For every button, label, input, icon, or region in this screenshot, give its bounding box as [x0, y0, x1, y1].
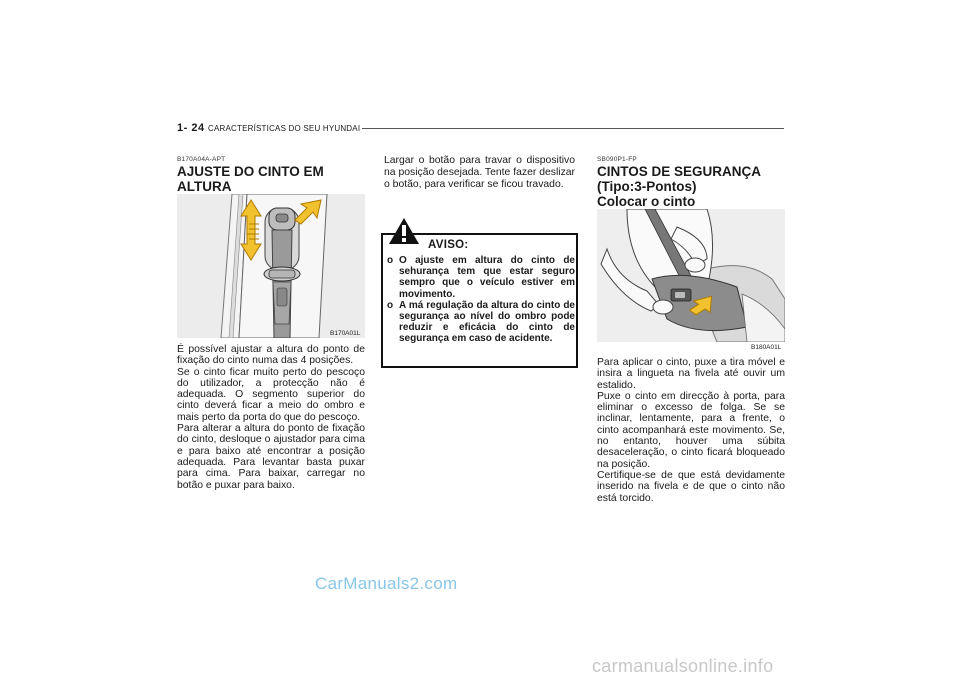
warning-list — [387, 255, 575, 345]
seatbelt-buckle-illustration — [597, 209, 785, 342]
warning-title: AVISO: — [428, 239, 469, 251]
section-title: CARACTERÍSTICAS DO SEU HYUNDAI — [208, 124, 361, 133]
seatbelt-height-illustration — [177, 194, 365, 338]
warning-bullet: o — [387, 255, 394, 266]
right-heading-line2: (Tipo:3-Pontos) — [597, 179, 697, 194]
warning-item-1-text: O ajuste em altura do cinto de sehurança tem que estar seguro sempro que o veículo estiver em movimento. — [399, 255, 575, 300]
warning-bullet: o — [387, 299, 394, 311]
page-number: 1- 24 — [177, 122, 205, 134]
right-paragraph-1: Para aplicar o cinto, puxe a tira móvel e insira a lingueta na fivela até ouvir um estalido. — [597, 357, 785, 391]
watermark-carmanualsonline[interactable]: carmanualsonline.info — [592, 656, 774, 676]
warning-item-2-text: A má regulação da altura do cinto de segurança ao nível do ombro pode reduzir e eficácia do cinto de segurança em caso de acidente. — [399, 299, 575, 345]
seatbelt-height-figure — [177, 194, 365, 338]
right-heading-line1: CINTOS DE SEGURANÇA — [597, 164, 762, 179]
left-heading-line1: AJUSTE DO CINTO EM ALTURA — [177, 164, 324, 194]
right-heading-line3: Colocar o cinto — [597, 194, 696, 209]
right-body-text — [597, 357, 785, 504]
left-paragraph-2: Se o cinto ficar muito perto do pescoço do utilizador, a protecção não é adequada. O segmento superior do cinto deverá ficar a meio do ombro e mais perto da porta do que do pescoço. — [177, 366, 365, 423]
left-section-code: B170A04A-APT — [177, 156, 226, 163]
warning-item-1 — [387, 255, 575, 300]
right-paragraph-2: Puxe o cinto em direcção à porta, para eliminar o excesso de folga. Se se inclinar, lentamente, para a frente, o cinto acompanhará este movimento. Se, no entanto, houver uma súbita desaceleração, o cinto ficará bloqueado na posição. — [597, 390, 785, 470]
left-figure-label: B170A01L — [330, 330, 361, 337]
middle-intro-text: Largar o botão para travar o dispositivo na posição desejada. Tente fazer deslizar o botão, para verificar se ficou travado. — [384, 155, 576, 191]
right-section-heading — [597, 164, 787, 209]
header-rule — [362, 128, 784, 129]
right-figure-label: B180A01L — [751, 344, 782, 351]
left-paragraph-1: É possível ajustar a altura do ponto de fixação do cinto numa das 4 posições. — [177, 344, 365, 367]
warning-box — [381, 233, 578, 368]
left-body-text — [177, 344, 365, 491]
right-paragraph-3: Certifique-se de que está devidamente inserido na fivela e de que o cinto não está torcido. — [597, 469, 785, 504]
warning-item-2 — [387, 300, 575, 345]
watermark-carmanuals2[interactable]: CarManuals2.com — [315, 574, 458, 593]
right-section-code: SB090P1-FP — [597, 156, 637, 163]
seatbelt-buckle-figure — [597, 209, 785, 342]
left-paragraph-3: Para alterar a altura do ponto de fixação do cinto, desloque o ajustador para cima e para baixo até encontrar a posição adequada. Para levantar basta puxar para cima. Para baixar, carregar no botão e puxar para baixo. — [177, 423, 365, 491]
warning-triangle-icon — [388, 217, 420, 245]
